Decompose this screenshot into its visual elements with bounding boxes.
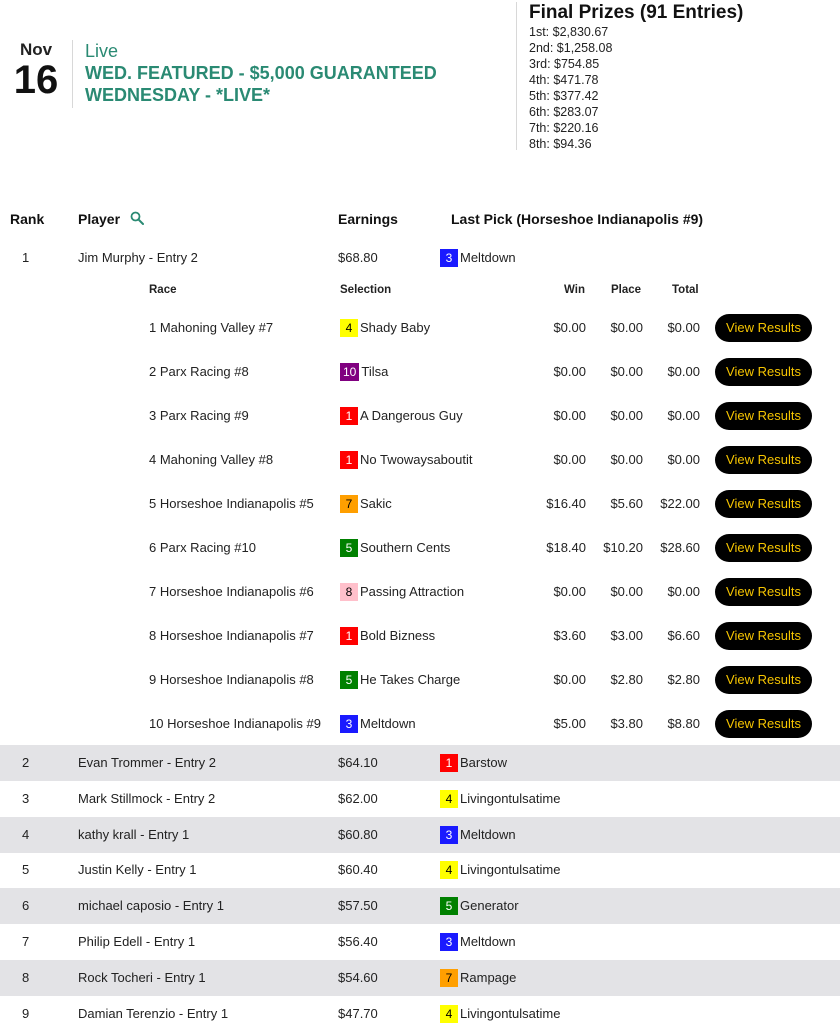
selection [340,658,460,702]
player-name: Philip Edell - Entry 1 [78,934,196,949]
program-number-badge: 7 [340,495,358,513]
view-results-button[interactable]: View Results [715,578,812,606]
earnings: $54.60 [338,969,378,985]
pick-row [0,614,840,658]
prize-line: 2nd: $1,258.08 [529,41,613,55]
selection [340,526,450,570]
race-header: Race [149,284,177,296]
player-name: Evan Trommer - Entry 2 [78,755,216,770]
horse-name: Tilsa [361,364,389,379]
earnings: $60.80 [338,826,378,842]
selection [440,781,560,817]
leaderboard-header [0,211,840,231]
view-results-button[interactable]: View Results [715,314,812,342]
horse-name: Sakic [360,496,392,511]
win-amount: $0.00 [553,364,586,379]
place-amount: $0.00 [610,452,643,467]
prize-line: 6th: $283.07 [529,105,599,119]
total-amount: $6.60 [667,628,700,643]
pick-row [0,702,840,746]
program-number-badge: 3 [440,249,458,267]
program-number-badge: 1 [340,627,358,645]
program-number-badge: 1 [340,407,358,425]
leaderboard-row[interactable] [0,996,840,1024]
win-amount: $18.40 [546,540,586,555]
selection [440,852,560,888]
rank-header: Rank [10,211,45,227]
player-name: Mark Stillmock - Entry 2 [78,790,216,806]
race-name: 6 Parx Racing #10 [149,540,256,555]
horse-name: He Takes Charge [360,672,461,687]
player-name: kathy krall - Entry 1 [78,826,190,842]
last-pick [440,240,516,276]
final-prizes [516,2,743,150]
program-number-badge: 7 [440,969,458,987]
program-number-badge: 5 [340,671,358,689]
view-results-button[interactable]: View Results [715,446,812,474]
rank: 3 [22,790,30,806]
earnings: $68.80 [338,250,378,265]
program-number-badge: 8 [340,583,358,601]
race-name: 7 Horseshoe Indianapolis #6 [149,584,314,599]
program-number-badge: 1 [440,754,458,772]
race-name: 1 Mahoning Valley #7 [149,320,274,335]
event-month: Nov [19,40,53,59]
total-amount: $28.60 [660,540,700,555]
view-results-button[interactable]: View Results [715,534,812,562]
rank: 7 [22,934,30,949]
view-results-button[interactable]: View Results [715,622,812,650]
leaderboard-row[interactable] [0,888,840,924]
total-amount: $22.00 [660,496,700,511]
program-number-badge: 4 [340,319,358,337]
place-amount: $3.80 [610,716,643,731]
pick-row [0,570,840,614]
prize-line: 8th: $94.36 [529,137,592,151]
horse-name: Bold Bizness [360,628,436,643]
horse-name: Shady Baby [360,320,431,335]
prize-line: 4th: $471.78 [529,73,599,87]
race-name: 8 Horseshoe Indianapolis #7 [149,628,314,643]
rank: 4 [22,826,30,842]
horse-name: Southern Cents [360,540,451,555]
player-name: Jim Murphy - Entry 2 [78,250,198,265]
selection [440,745,507,781]
win-amount: $0.00 [553,320,586,335]
event-status: Live [85,41,119,61]
view-results-button[interactable]: View Results [715,402,812,430]
pick-row [0,306,840,350]
pick-row [0,658,840,702]
prize-line: 1st: $2,830.67 [529,25,609,39]
horse-name: Barstow [460,755,507,770]
selection [340,394,463,438]
race-name: 4 Mahoning Valley #8 [149,452,274,467]
place-amount: $0.00 [610,320,643,335]
rank: 9 [22,1005,30,1021]
prize-line: 3rd: $754.85 [529,57,600,71]
player-name: michael caposio - Entry 1 [78,898,224,914]
selection [440,960,516,996]
leaderboard-row[interactable] [0,781,840,817]
race-name: 10 Horseshoe Indianapolis #9 [149,716,322,731]
total-amount: $0.00 [667,364,700,379]
program-number-badge: 4 [440,1005,458,1023]
event-title-block [72,40,505,108]
selection [440,888,519,924]
total-header: Total [672,284,699,296]
leaderboard-row[interactable] [0,817,840,853]
selection [340,614,435,658]
total-amount: $2.80 [667,672,700,687]
win-header: Win [564,284,585,296]
player-name: Justin Kelly - Entry 1 [78,862,197,878]
total-amount: $0.00 [667,408,700,423]
program-number-badge: 4 [440,861,458,879]
program-number-badge: 4 [440,790,458,808]
horse-name: Meltdown [460,826,516,842]
win-amount: $0.00 [553,672,586,687]
selection [340,306,430,350]
horse-name: Passing Attraction [360,584,465,599]
selection [440,817,516,853]
pick-row [0,394,840,438]
horse-name: Generator [460,898,519,914]
leaderboard-row[interactable] [0,960,840,996]
selection [340,702,416,746]
place-amount: $2.80 [610,672,643,687]
selection [340,438,473,482]
win-amount: $0.00 [553,408,586,423]
player-header [78,211,144,227]
event-date [10,40,62,100]
pick-row [0,526,840,570]
earnings: $56.40 [338,934,378,949]
race-name: 2 Parx Racing #8 [149,364,249,379]
leaderboard-row[interactable] [0,924,840,960]
race-name: 5 Horseshoe Indianapolis #5 [149,496,314,511]
rank: 6 [22,898,30,914]
event-title: WED. FEATURED - $5,000 GUARANTEED WEDNESDAY - *LIVE* [85,63,437,105]
total-amount: $8.80 [667,716,700,731]
earnings: $60.40 [338,862,378,878]
program-number-badge: 5 [340,539,358,557]
place-amount: $0.00 [610,364,643,379]
program-number-badge: 3 [340,715,358,733]
race-name: 9 Horseshoe Indianapolis #8 [149,672,314,687]
horse-name: No Twowaysaboutit [360,452,473,467]
program-number-badge: 10 [340,363,359,381]
program-number-badge: 1 [340,451,358,469]
rank: 1 [22,250,30,265]
place-amount: $3.00 [610,628,643,643]
win-amount: $16.40 [546,496,586,511]
view-results-button[interactable]: View Results [715,710,812,738]
leader-row[interactable] [0,240,840,276]
win-amount: $5.00 [553,716,586,731]
event-day: 16 [13,58,59,102]
view-results-button[interactable]: View Results [715,358,812,386]
place-amount: $10.20 [603,540,643,555]
place-amount: $5.60 [610,496,643,511]
place-amount: $0.00 [610,584,643,599]
leaderboard-row[interactable] [0,852,840,888]
race-name: 3 Parx Racing #9 [149,408,249,423]
picks-subheader [0,284,840,300]
selection-header: Selection [340,284,392,296]
horse-name: Rampage [460,969,517,985]
player-name: Damian Terenzio - Entry 1 [78,1005,229,1021]
view-results-button[interactable]: View Results [715,666,812,694]
total-amount: $0.00 [667,320,700,335]
prizes-title: Final Prizes (91 Entries) [529,2,744,23]
total-amount: $0.00 [667,452,700,467]
win-amount: $0.00 [553,584,586,599]
win-amount: $3.60 [553,628,586,643]
horse-name: Meltdown [360,716,416,731]
place-header: Place [611,284,642,296]
program-number-badge: 3 [440,933,458,951]
prize-line: 5th: $377.42 [529,89,599,103]
rank: 8 [22,969,30,985]
horse-name: Livingontulsatime [460,862,561,878]
pick-row [0,482,840,526]
program-number-badge: 5 [440,897,458,915]
rank: 2 [22,755,30,770]
rank: 5 [22,862,30,878]
earnings-header: Earnings [338,211,398,227]
win-amount: $0.00 [553,452,586,467]
selection [440,996,560,1024]
prize-line: 7th: $220.16 [529,121,599,135]
program-number-badge: 3 [440,826,458,844]
horse-name: Meltdown [460,934,516,949]
selection [340,350,388,394]
horse-name: Meltdown [460,250,516,265]
leaderboard-row[interactable] [0,745,840,781]
pick-row [0,350,840,394]
earnings: $64.10 [338,755,378,770]
view-results-button[interactable]: View Results [715,490,812,518]
horse-name: A Dangerous Guy [360,408,463,423]
place-amount: $0.00 [610,408,643,423]
earnings: $47.70 [338,1005,378,1021]
total-amount: $0.00 [667,584,700,599]
selection [340,482,392,526]
pick-row [0,438,840,482]
player-header-label: Player [78,211,121,227]
last-pick-header: Last Pick (Horseshoe Indianapolis #9) [451,211,704,227]
selection [340,570,464,614]
player-name: Rock Tocheri - Entry 1 [78,969,206,985]
earnings: $57.50 [338,898,378,914]
horse-name: Livingontulsatime [460,1005,561,1021]
selection [440,924,516,960]
earnings: $62.00 [338,790,378,806]
horse-name: Livingontulsatime [460,790,561,806]
search-icon[interactable] [130,211,144,225]
